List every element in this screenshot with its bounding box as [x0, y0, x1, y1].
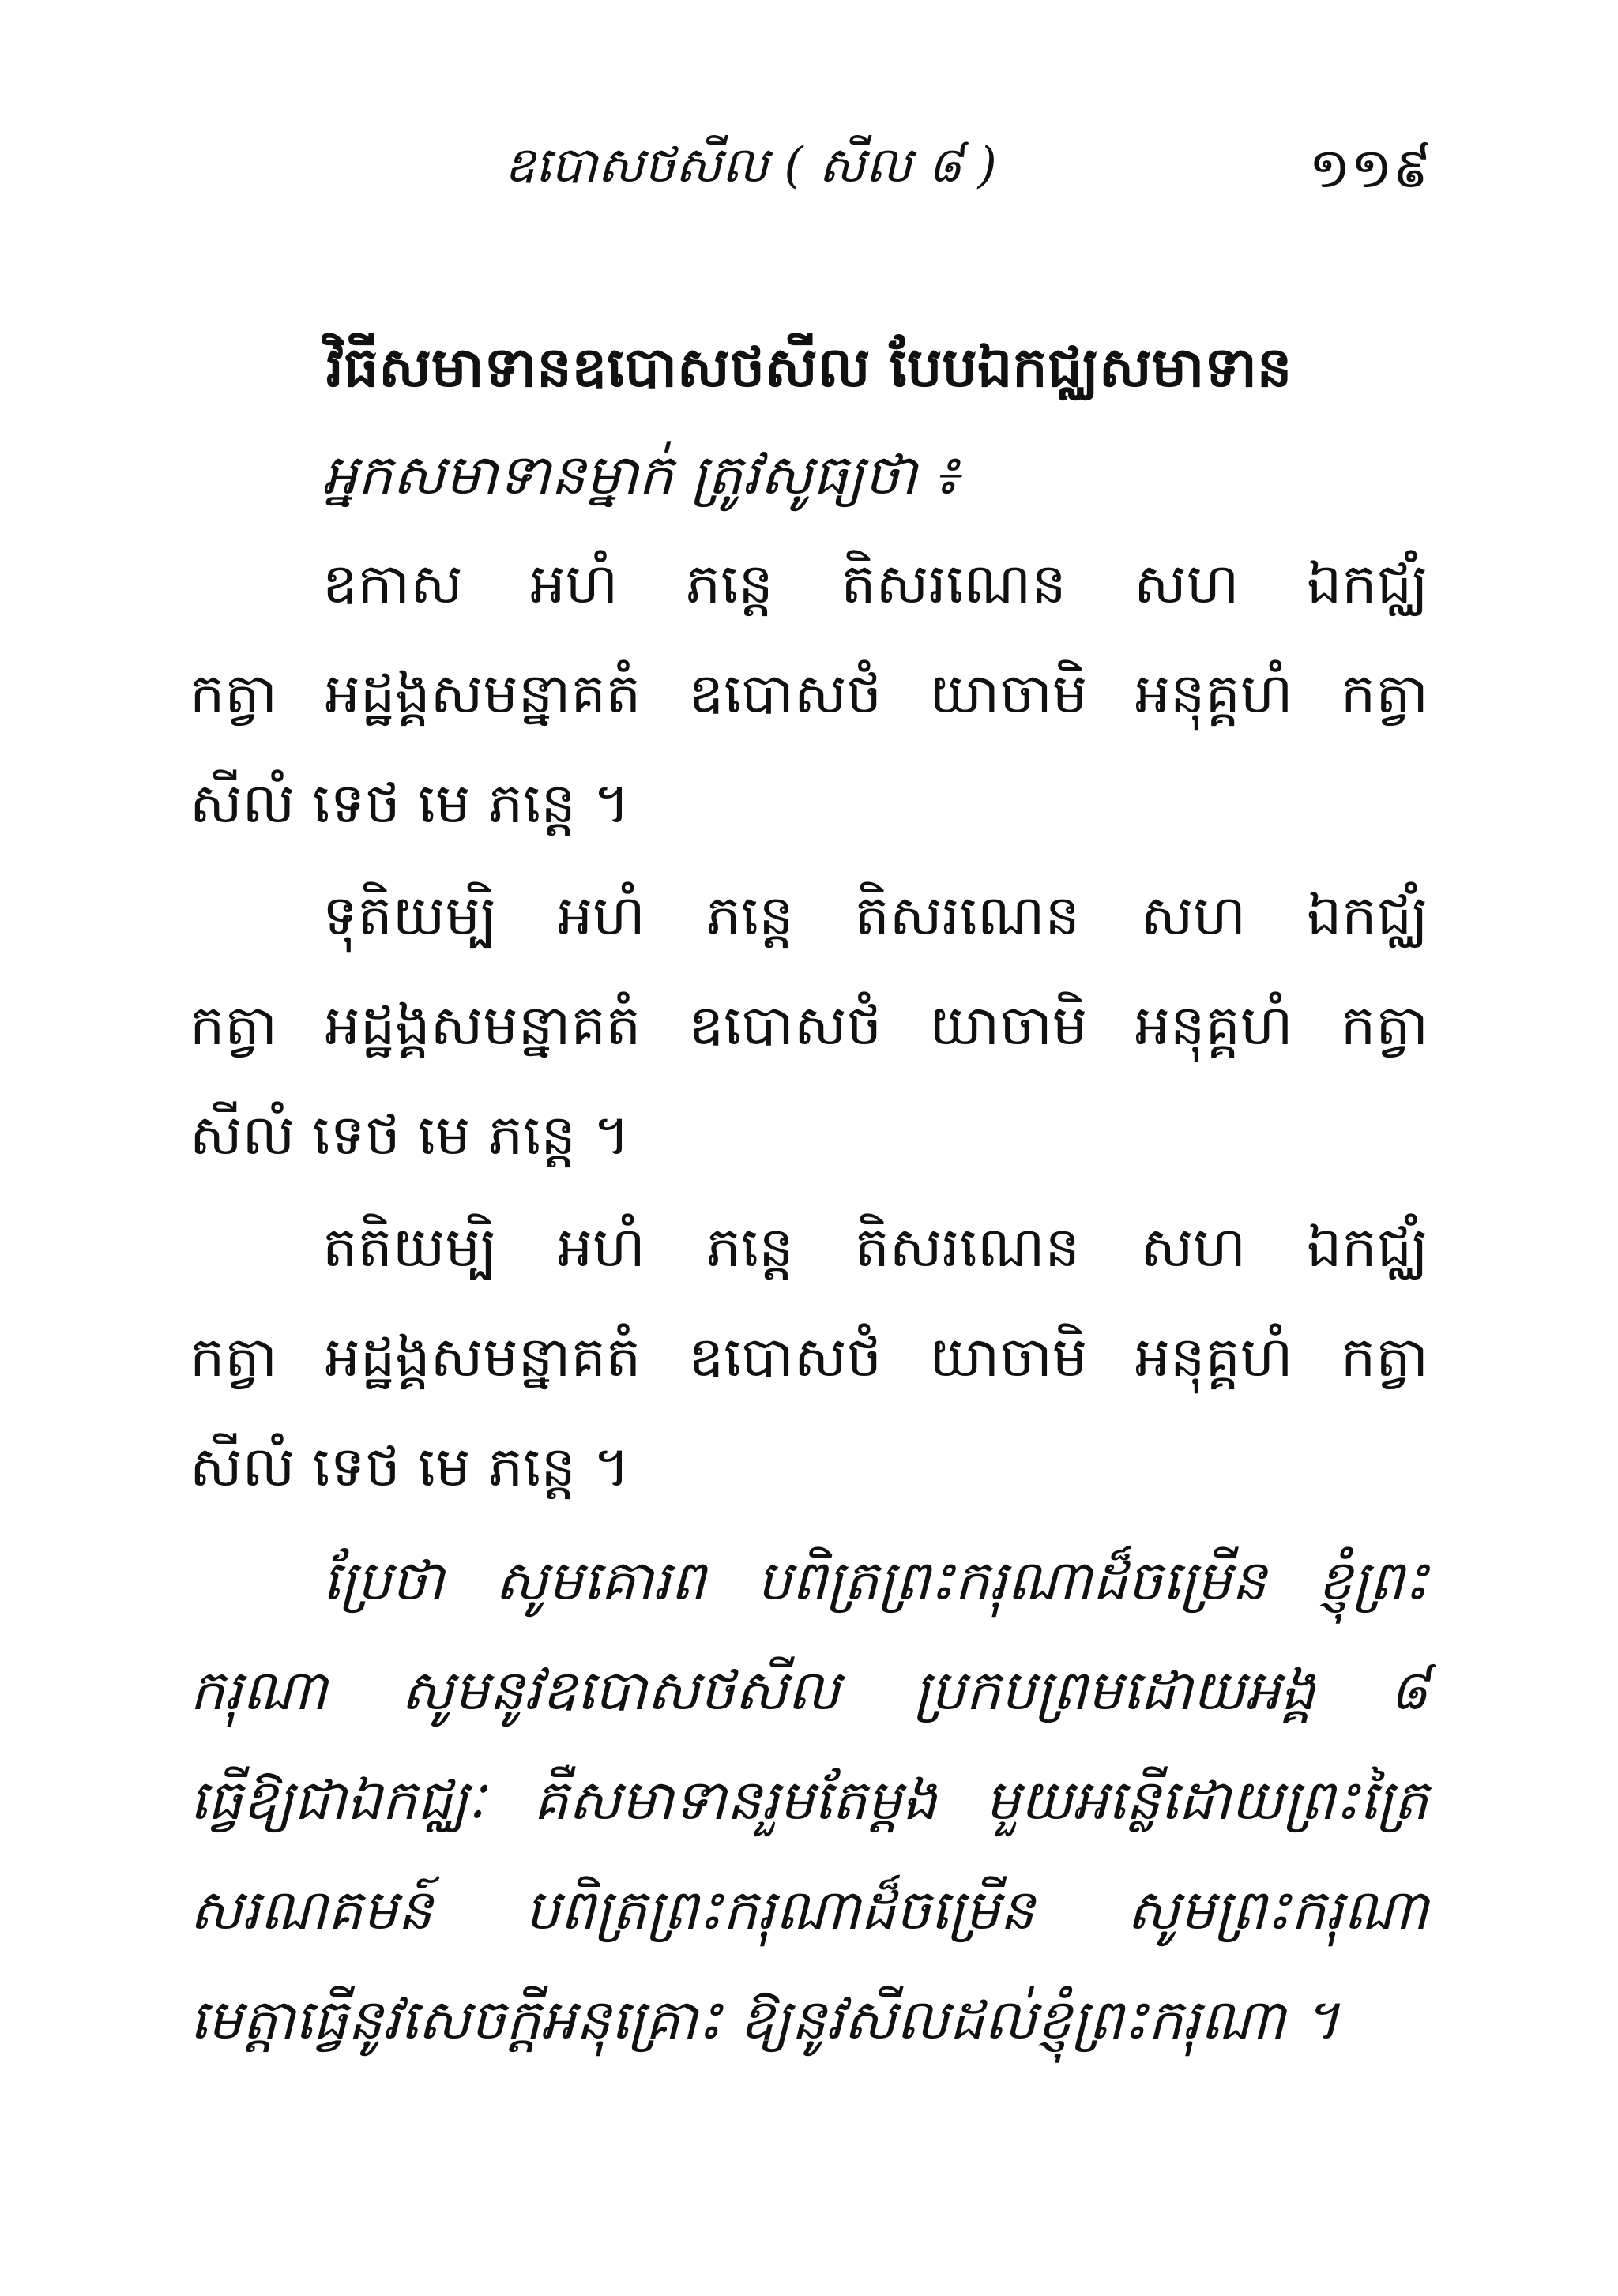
page-number: ១១៩ [1308, 136, 1432, 201]
paragraph3-line1: តតិយម្បិ អហំ ភន្តេ តិសរណេន សហ ឯកជ្ឈំ [322, 1215, 1428, 1280]
translation-line1: ប្រែថា សូមគោរព បពិត្រព្រះករុណាដ៏ចម្រើន ខ្ញុំព្រះ [322, 1548, 1428, 1613]
paragraph2-line2: កត្វា អដ្ឋង្គសមន្នាគតំ ឧបោសថំ យាចាមិ អនុគ្គហំ កត្វា [190, 993, 1428, 1058]
translation-line4: សរណគមន៍ បពិត្រព្រះករុណាដ៏ចម្រើន សូមព្រះករុណា [190, 1877, 1428, 1942]
paragraph1-line3: សីលំ ទេថ មេ ភន្តេ ។ [190, 771, 630, 836]
translation-line3: ធ្វើឱ្យជាឯកជ្ឈៈ គឺសមាទានរួមតែម្តង មួយអន្លើដោយព្រះត្រៃ [190, 1768, 1428, 1832]
translation-line2: ករុណា សូមនូវឧបោសថសីល ប្រកបព្រមដោយអង្គ ៨ [190, 1658, 1428, 1723]
paragraph2-line1: ទុតិយម្បិ អហំ ភន្តេ តិសរណេន សហ ឯកជ្ឈំ [322, 883, 1428, 948]
paragraph3-line2: កត្វា អដ្ឋង្គសមន្នាគតំ ឧបោសថំ យាចាមិ អនុគ្គហំ កត្វា [190, 1325, 1428, 1389]
paragraph1-line1: ឧកាស អហំ ភន្តេ តិសរណេន សហ ឯកជ្ឈំ [322, 551, 1428, 616]
paragraph1-line2: កត្វា អដ្ឋង្គសមន្នាគតំ ឧបោសថំ យាចាមិ អនុគ្គហំ កត្វា [190, 661, 1428, 726]
intro-line: អ្នកសមាទានម្នាក់ ត្រូវសូធ្យថា ៖ [322, 442, 959, 507]
paragraph3-line3: សីលំ ទេថ មេ ភន្តេ ។ [190, 1434, 630, 1499]
section-title: វិធីសមាទានឧបោសថសីល បែបឯកជ្ឈសមាទាន [325, 334, 1293, 400]
running-header: ឧបោសថសីល ( សីល ៨ ) [504, 136, 997, 194]
translation-line5: មេត្តាធ្វើនូវសេចក្តីអនុគ្រោះ ឱ្យនូវសីលដល់ខ្ញុំព្រះករុណា ។ [190, 1987, 1340, 2052]
paragraph2-line3: សីលំ ទេថ មេ ភន្តេ ។ [190, 1103, 630, 1167]
